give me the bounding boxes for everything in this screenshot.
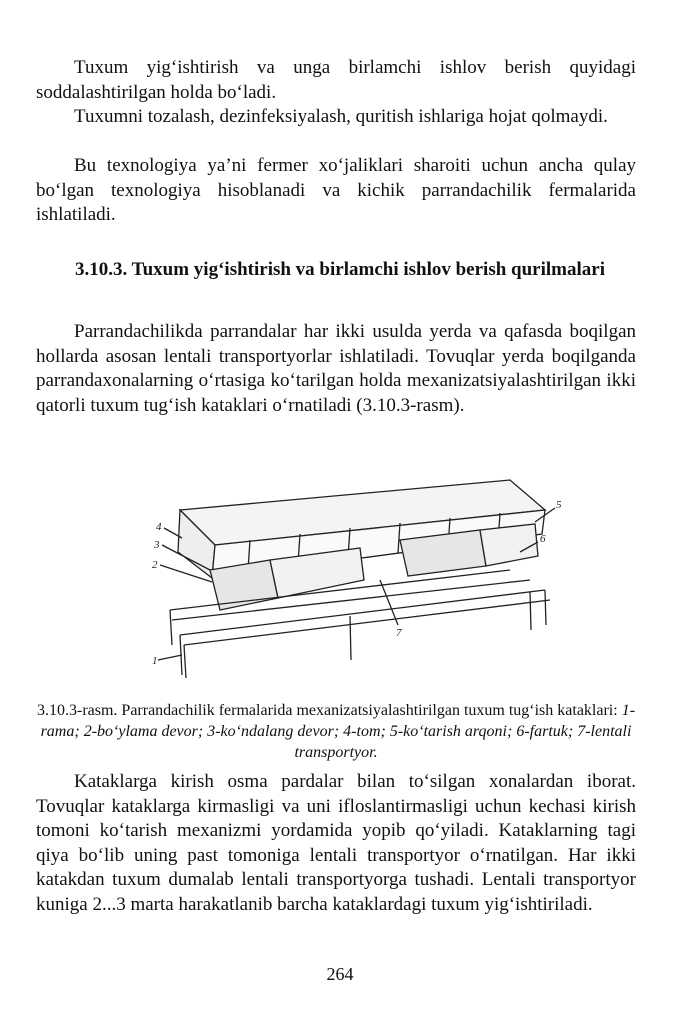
figure-label-1: 1: [152, 655, 158, 667]
caption-parts: 1-rama; 2-bo‘ylama devor; 3-ko‘ndalang devor; 4-tom; 5-ko‘tarish arqoni; 6-fartuk; 7-lentali transportyor.: [40, 702, 636, 761]
figure-label-2: 2: [152, 559, 158, 571]
figure-label-7: 7: [396, 627, 402, 639]
figure-egg-nests: [150, 470, 570, 680]
paragraph-2: Tuxumni tozalash, dezinfeksiyalash, quritish ishlariga hojat qolmaydi.: [74, 106, 608, 127]
figure-label-3: 3: [154, 539, 160, 551]
paragraph-5: Kataklarga kirish osma pardalar bilan to‘silgan xonalardan iborat. Tovuqlar kataklarga kirmasligi va uni ifloslantirmasligi uchun kechasi kirish tomoni ko‘tarish mexanizmi yordamida yopib qo‘yiladi. Kataklarning tagi qiya bo‘lib uning past tomoniga lentali transportyor o‘rnatilgan. Har ikki katakdan tuxum dumalab lentali transportyorga tushadi. Lentali transportyor kuniga 2...3 marta harakatlanib barcha kataklardagi tuxum yig‘ishtiriladi.: [36, 771, 636, 915]
section-heading: 3.10.3. Tuxum yig‘ishtirish va birlamchi ishlov berish qurilmalari: [75, 259, 605, 280]
paragraph-4: Parrandachilikda parrandalar har ikki usulda yerda va qafasda boqilgan hollarda asosan lentali transportyorlar ishlatiladi. Tovuqlar yerda boqilganda parrandaxonalarning o‘rtasiga ko‘tarilgan holda mexanizatsiyalashtirilgan ikki qatorli tuxum tug‘ish kataklari o‘rnatiladi (3.10.3-rasm).: [36, 321, 636, 416]
paragraph-1: Tuxum yig‘ishtirish va unga birlamchi ishlov berish quyidagi soddalashtirilgan holda bo‘ladi.: [36, 57, 636, 103]
figure-label-6: 6: [540, 533, 546, 545]
figure-caption: [36, 700, 636, 763]
page-number: 264: [326, 964, 354, 984]
figure-label-4: 4: [156, 521, 162, 533]
caption-title: 3.10.3-rasm. Parrandachilik fermalarida mexanizatsiyalashtirilgan tuxum tug‘ish kataklari:: [36, 702, 618, 719]
paragraph-3: Bu texnologiya ya’ni fermer xo‘jaliklari sharoiti uchun ancha qulay bo‘lgan texnologiya hisoblanadi va kichik parrandachilik fermalarida ishlatiladi.: [36, 155, 636, 225]
figure-label-5: 5: [556, 499, 562, 511]
